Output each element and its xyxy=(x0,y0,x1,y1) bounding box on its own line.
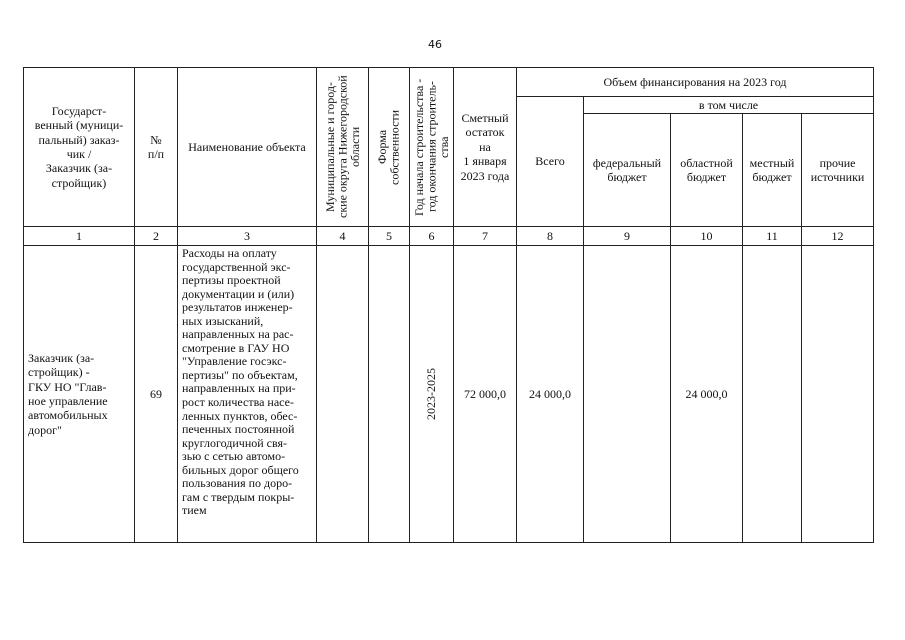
column-number: 3 xyxy=(178,227,317,246)
column-number: 4 xyxy=(317,227,369,246)
header-ownership-cell xyxy=(369,68,410,227)
column-number: 12 xyxy=(802,227,874,246)
header-municipality: Муниципальные и город- ские округа Нижегородской области xyxy=(322,75,362,219)
column-number: 2 xyxy=(135,227,178,246)
column-number: 9 xyxy=(584,227,671,246)
row-years-cell xyxy=(410,246,454,543)
row-object-name: Расходы на оплату государственной экс- пертизы проектной документации и (или) результатов инженер- ных изысканий, направленных на рас- смотрение в ГАУ НО "Управление госэкс- пертизы" по объектам, направленных на при- рост количества насе- ленных пунктов, обес- печенных постоянной круглогодичной свя- зью с сетью автомо- бильных дорог общего пользования по доро- гам с твердым покры- тием xyxy=(178,246,317,543)
column-number: 8 xyxy=(517,227,584,246)
column-number-row xyxy=(24,227,874,246)
table-row xyxy=(24,246,874,543)
header-number: № п/п xyxy=(135,68,178,227)
column-number: 10 xyxy=(671,227,743,246)
header-total: Всего xyxy=(517,97,584,227)
row-balance: 72 000,0 xyxy=(454,246,517,543)
row-years: 2023-2025 xyxy=(424,368,439,420)
header-customer: Государст- венный (муници- пальный) заказ- чик / Заказчик (за- стройщик) xyxy=(24,68,135,227)
row-regional: 24 000,0 xyxy=(671,246,743,543)
header-regional: областной бюджет xyxy=(671,114,743,227)
header-ownership: Форма собственности xyxy=(375,109,402,185)
row-customer: Заказчик (за- стройщик) - ГКУ НО "Глав- ное управление автомобильных дорог" xyxy=(24,246,135,543)
row-ownership xyxy=(369,246,410,543)
row-total: 24 000,0 xyxy=(517,246,584,543)
page-number: 46 xyxy=(428,38,442,51)
financing-table xyxy=(23,67,874,543)
column-number: 5 xyxy=(369,227,410,246)
row-local xyxy=(743,246,802,543)
header-local: местный бюджет xyxy=(743,114,802,227)
column-number: 6 xyxy=(410,227,454,246)
row-number: 69 xyxy=(135,246,178,543)
header-financing: Объем финансирования на 2023 год xyxy=(517,68,874,97)
header-years-cell xyxy=(410,68,454,227)
header-balance: Сметный остаток на 1 января 2023 года xyxy=(454,68,517,227)
header-row-1 xyxy=(24,68,874,97)
column-number: 1 xyxy=(24,227,135,246)
header-years: Год начала строительства - год окончания строитель- ства xyxy=(411,78,451,216)
header-municipality-cell xyxy=(317,68,369,227)
header-including: в том числе xyxy=(584,97,874,114)
column-number: 7 xyxy=(454,227,517,246)
header-federal: федеральный бюджет xyxy=(584,114,671,227)
header-other: прочие источники xyxy=(802,114,874,227)
column-number: 11 xyxy=(743,227,802,246)
header-object-name: Наименование объекта xyxy=(178,68,317,227)
row-municipality xyxy=(317,246,369,543)
row-federal xyxy=(584,246,671,543)
row-other xyxy=(802,246,874,543)
